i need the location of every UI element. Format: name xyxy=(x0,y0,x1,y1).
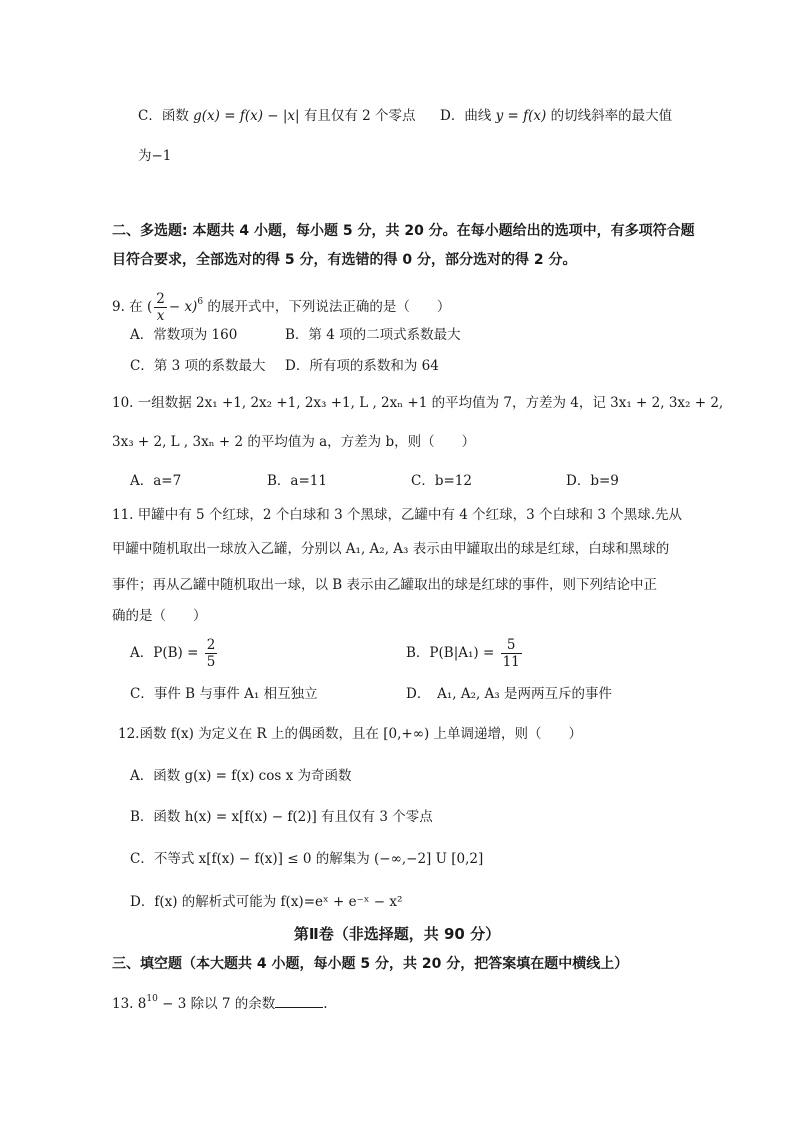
q11-option-c: C．事件 B 与事件 A₁ 相互独立 xyxy=(130,686,318,702)
section2-line2: 目符合要求，全部选对的得 5 分，有选错的得 0 分，部分选对的得 2 分。 xyxy=(112,252,577,268)
q12-option-a: A．函数 g(x) = f(x) cos x 为奇函数 xyxy=(130,768,352,784)
q11-option-d: D． A₁, A₂, A₃ 是两两互斥的事件 xyxy=(406,686,613,702)
q11-line2: 甲罐中随机取出一球放入乙罐，分别以 A₁, A₂, A₃ 表示由甲罐取出的球是红球，白球和黑球的 xyxy=(112,541,670,557)
q9-fraction xyxy=(154,291,167,324)
q12-option-c: C．不等式 x[f(x) − f(x)] ≤ 0 的解集为 (−∞,−2] U [0,2] xyxy=(130,851,484,867)
q11-b-den: 11 xyxy=(502,654,520,670)
q9-stem-tail: 的展开式中，下列说法正确的是（ ） xyxy=(207,299,451,315)
q8-option-d-tail: 为−1 xyxy=(138,148,172,164)
q8-c-formula: g(x) = f(x) − |x| xyxy=(193,108,300,124)
q11-a-fraction xyxy=(205,637,218,670)
q11-b-fraction xyxy=(501,637,522,670)
q8-c-suffix: 有且仅有 2 个零点 xyxy=(303,108,416,124)
q9-stem: 9. 在 ( $\frac{2}{x}$ − x)$^6$ 的展开式中，下列说法正确的是（ ） xyxy=(112,291,451,324)
part2-title: 第Ⅱ卷（非选择题，共 90 分） xyxy=(293,925,501,943)
q13-suffix: − 3 除以 7 的余数 xyxy=(157,996,276,1012)
q12-stem: 12.函数 f(x) 为定义在 R 上的偶函数，且在 [0,+∞) 上单调递增，则（ ） xyxy=(118,726,582,742)
q12-option-d: D．f(x) 的解析式可能为 f(x)=eˣ + e⁻ˣ − x² xyxy=(130,894,403,910)
q8-d-prefix: D．曲线 xyxy=(440,108,492,124)
q11-option-b xyxy=(406,634,524,672)
q13-prefix: 13. 8 xyxy=(112,996,147,1012)
q9-frac-num: 2 xyxy=(156,291,165,307)
q11-line3: 事件；再从乙罐中随机取出一球，以 B 表示由乙罐取出的球是红球的事件，则下列结论中正 xyxy=(112,577,658,593)
q12-option-b: B．函数 h(x) = x[f(x) − f(2)] 有且仅有 3 个零点 xyxy=(130,809,433,825)
q10-option-c: C．b=12 xyxy=(411,473,472,489)
q9-exponent: 6 xyxy=(197,297,204,307)
q10-option-b: B．a=11 xyxy=(267,473,327,489)
q9-option-d: D．所有项的系数和为 64 xyxy=(285,358,439,374)
q9-option-c: C．第 3 项的系数最大 xyxy=(130,358,266,374)
q10-line2: 3x₃ + 2, L , 3xₙ + 2 的平均值为 a，方差为 b，则（ ） xyxy=(112,434,476,450)
q9-expr-mid: − x) xyxy=(168,299,198,315)
q8-d-suffix: 的切线斜率的最大值 xyxy=(550,108,673,124)
q11-line4: 确的是（ ） xyxy=(112,608,207,624)
q11-option-a xyxy=(130,634,219,672)
q8-c-prefix: C．函数 xyxy=(138,108,189,124)
q9-frac-den: x xyxy=(156,308,165,324)
q13-answer-blank[interactable] xyxy=(275,993,323,1008)
q11-b-num: 5 xyxy=(501,637,522,654)
q8-d-formula: y = f(x) xyxy=(495,108,547,124)
q9-option-a: A．常数项为 160 xyxy=(130,327,238,343)
section3-header: 三、填空题（本大题共 4 小题，每小题 5 分，共 20 分，把答案填在题中横线上） xyxy=(112,956,629,972)
q10-option-a: A．a=7 xyxy=(130,473,182,489)
q8-option-d xyxy=(440,106,672,126)
q10-line1: 10. 一组数据 2x₁ +1, 2x₂ +1, 2x₃ +1, L , 2xₙ +1 的平均值为 7，方差为 4，记 3x₁ + 2, 3x₂ + 2, xyxy=(112,395,724,411)
section2-line1: 二、多选题: 本题共 4 小题，每小题 5 分，共 20 分。在每小题给出的选项中，有多项符合题 xyxy=(112,223,695,239)
q9-num: 9. 在 xyxy=(112,299,143,315)
q10-option-d: D．b=9 xyxy=(566,473,619,489)
q13-exponent: 10 xyxy=(146,994,158,1004)
q11-a-den: 5 xyxy=(206,654,216,670)
q9-option-b: B．第 4 项的二项式系数最大 xyxy=(285,327,461,343)
q13-end: . xyxy=(323,996,328,1012)
q13-stem xyxy=(112,993,328,1014)
q11-a-label: A．P(B) = xyxy=(130,645,199,661)
q11-line1: 11. 甲罐中有 5 个红球，2 个白球和 3 个黑球，乙罐中有 4 个红球，3 个白球和 3 个黑球.先从 xyxy=(112,507,682,523)
q11-a-num: 2 xyxy=(206,637,216,653)
q8-option-c xyxy=(138,106,416,126)
q11-b-label: B．P(B|A₁) = xyxy=(406,645,495,661)
